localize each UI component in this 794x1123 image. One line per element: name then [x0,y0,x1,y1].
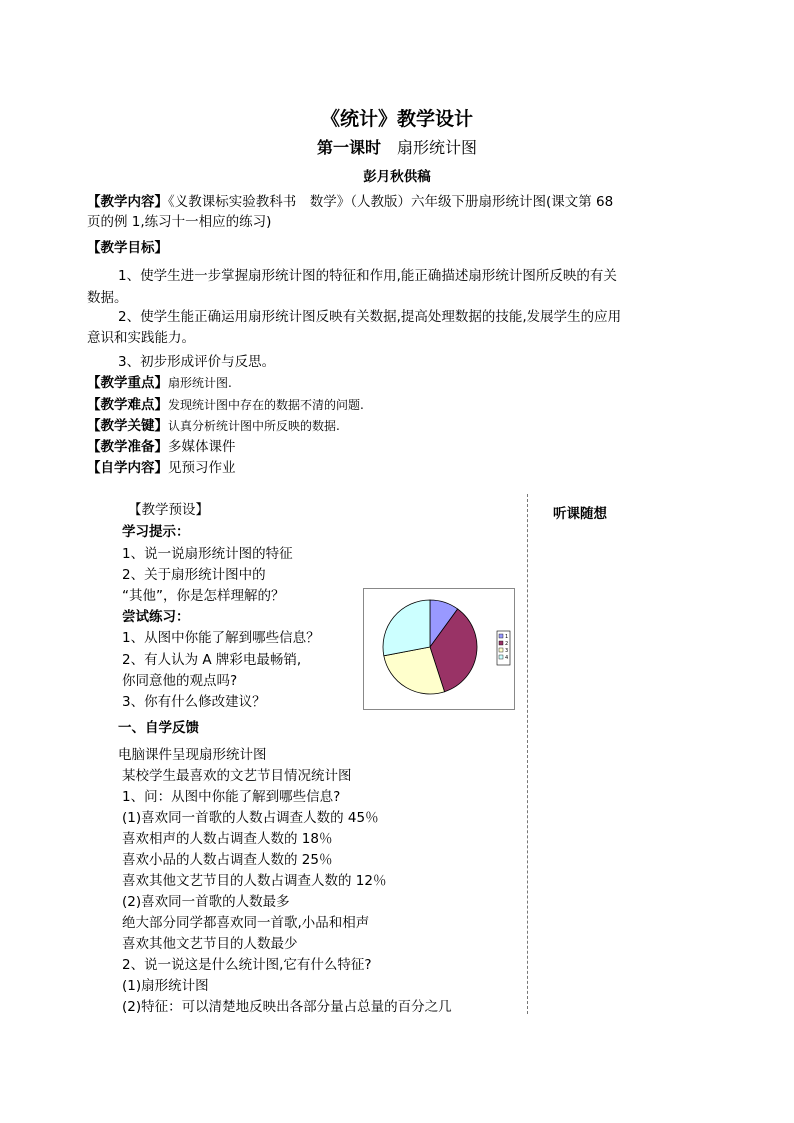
content-line [87,190,613,210]
legend-label-1: 1 [505,634,509,640]
goal-1-cont: 数据。 [87,290,128,306]
answer-4: 喜欢其他文艺节目的人数占调查人数的 12％ [122,873,387,889]
question-1: 1、问：从图中你能了解到哪些信息? [122,789,341,805]
document-subtitle [0,135,794,158]
prep-text: 多媒体课件 [168,439,236,455]
answer-5: (2)喜欢同一首歌的人数最多 [122,894,290,910]
difficulty-text: 发现统计图中存在的数据不清的问题. [168,398,364,412]
crux-label: 【教学关键】 [87,418,168,434]
self-study-text: 见预习作业 [168,460,236,476]
goals-label: 【教学目标】 [87,240,168,256]
author-line: 彭月秋供稿 [363,169,431,185]
key-point-text: 扇形统计图. [168,376,232,390]
chart-caption: 某校学生最喜欢的文艺节目情况统计图 [122,768,352,784]
try-2: 2、有人认为 A 牌彩电最畅销, [122,652,302,668]
notes-heading: 听课随想 [553,506,607,522]
pie-chart [364,589,514,709]
legend-label-2: 2 [505,641,509,647]
difficulty-label: 【教学难点】 [87,397,168,413]
self-study-label: 【自学内容】 [87,460,168,476]
preset-heading: 【教学预设】 [128,502,209,518]
answer-3: 喜欢小品的人数占调查人数的 25％ [122,852,333,868]
document-title: 《统计》教学设计 [320,108,473,130]
answer-1: (1)喜欢同一首歌的人数占调查人数的 45％ [122,810,379,826]
hint-2-cont: “其他”，你是怎样理解的？ [122,588,285,604]
hint-title: 学习提示： [122,524,190,540]
self-study-line [87,456,236,476]
legend-swatch-3 [499,648,503,652]
legend-label-3: 3 [505,648,509,654]
try-2-cont: 你同意他的观点吗? [122,673,238,689]
legend-swatch-1 [499,634,503,638]
difficulty-line [87,393,364,413]
pie-slice-4 [383,600,430,656]
try-1: 1、从图中你能了解到哪些信息？ [122,630,320,646]
content-label: 【教学内容】 [87,194,168,210]
hint-2: 2、关于扇形统计图中的 [122,567,266,583]
goal-3: 3、初步形成评价与反思。 [118,354,276,370]
answer-2: 喜欢相声的人数占调查人数的 18％ [122,831,333,847]
column-divider [527,494,528,1014]
goal-2: 2、使学生能正确运用扇形统计图反映有关数据,提高处理数据的技能,发展学生的应用 [118,309,622,325]
lesson-label: 第一课时 [316,138,381,157]
section-1-heading: 一、自学反馈 [118,720,199,736]
courseware-note: 电脑课件呈现扇形统计图 [118,747,267,763]
answer-6: 绝大部分同学都喜欢同一首歌,小品和相声 [122,915,370,931]
question-2: 2、说一说这是什么统计图,它有什么特征? [122,957,372,973]
prep-line [87,435,236,455]
content-line-2: 页的例 1,练习十一相应的练习) [87,214,272,230]
legend-swatch-4 [499,655,503,659]
hint-1: 1、说一说扇形统计图的特征 [122,546,293,562]
legend-swatch-2 [499,641,503,645]
prep-label: 【教学准备】 [87,439,168,455]
feature-2: (2)特征：可以清楚地反映出各部分量占总量的百分之几 [122,999,452,1015]
pie-chart-frame [363,588,515,710]
answer-7: 喜欢其他文艺节目的人数最少 [122,936,298,952]
key-point-line [87,371,232,391]
lesson-topic: 扇形统计图 [397,138,478,157]
goal-2-cont: 意识和实践能力。 [87,330,195,346]
try-title: 尝试练习： [122,609,190,625]
legend-label-4: 4 [505,655,509,661]
goal-1: 1、使学生进一步掌握扇形统计图的特征和作用,能正确描述扇形统计图所反映的有关 [118,268,617,284]
crux-line [87,414,340,434]
feature-1: (1)扇形统计图 [122,978,209,994]
try-3: 3、你有什么修改建议？ [122,694,266,710]
content-text: 《义教课标实验教科书 数学》（人教版）六年级下册扇形统计图(课文第 68 [168,194,614,210]
key-point-label: 【教学重点】 [87,375,168,391]
crux-text: 认真分析统计图中所反映的数据. [168,419,340,433]
